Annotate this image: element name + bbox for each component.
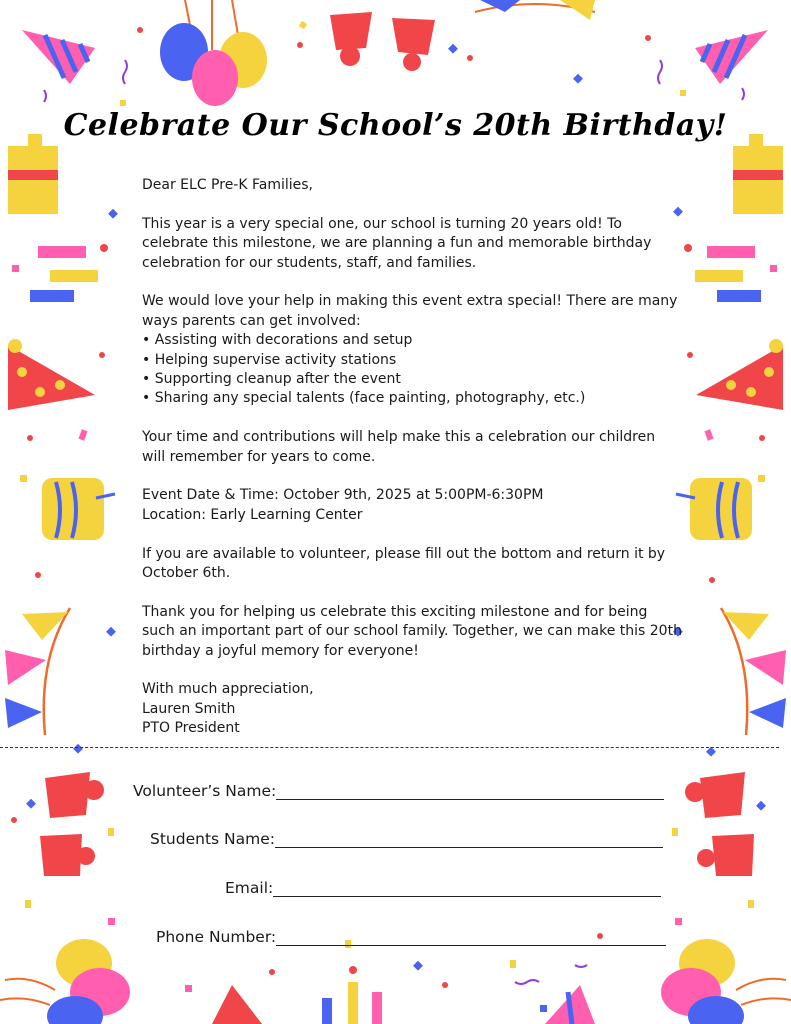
letter-body	[142, 176, 682, 739]
email-label: Email:	[225, 879, 274, 897]
signature-block	[142, 680, 682, 738]
paragraph-intro: This year is a very special one, our school is turning 20 years old! To celebrate this milestone, we are planning a fun and memorable birthday celebration for our students, staff, and families.	[142, 215, 652, 271]
cupcake-icon-left	[40, 772, 104, 876]
paragraph-thanks: Thank you for helping us celebrate this exciting milestone and for being such an important part of our school family. Together, we can make this 20th birthday a joyful memory for everyone!	[142, 603, 682, 659]
balloon-icon-bottom-right	[661, 939, 791, 1024]
list-item: • Sharing any special talents (face painting, photography, etc.)	[142, 389, 682, 408]
cake-icon-right	[676, 478, 752, 540]
bunting-icon-left	[5, 608, 70, 735]
party-hat-icon-top-right	[695, 30, 768, 84]
signer-title: PTO President	[142, 720, 240, 737]
paragraph-volunteer: If you are available to volunteer, please fill out the bottom and return it by October 6th.	[142, 545, 666, 582]
candle-icon-bottom	[322, 966, 382, 1024]
list-item: • Assisting with decorations and setup	[142, 331, 682, 350]
student-name-row	[150, 829, 663, 848]
cut-line-divider	[0, 747, 779, 748]
gift-icon-right	[733, 134, 783, 214]
involvement-section	[142, 292, 682, 408]
paragraph-help: We would love your help in making this event extra special! There are many ways parents can get involved:	[142, 293, 678, 329]
volunteer-name-row	[133, 781, 664, 800]
party-hat-icon-left-dots	[8, 339, 95, 410]
list-item: • Supporting cleanup after the event	[142, 370, 682, 389]
party-hat-icon-right-dots	[696, 339, 783, 410]
balloon-icon-bottom-left	[0, 939, 130, 1024]
cake-icon-left	[42, 478, 115, 540]
event-details	[142, 486, 682, 525]
event-datetime: Event Date & Time: October 9th, 2025 at 5:00PM-6:30PM	[142, 487, 544, 504]
paragraph-contribution: Your time and contributions will help make this a celebration our children will remember for years to come.	[142, 429, 656, 465]
greeting: Dear ELC Pre-K Families,	[142, 177, 314, 193]
volunteer-name-label: Volunteer’s Name:	[133, 782, 277, 800]
bunting-icon-right	[721, 608, 786, 735]
phone-label: Phone Number:	[156, 928, 277, 946]
signer-name: Lauren Smith	[142, 700, 236, 717]
involvement-list	[142, 331, 682, 409]
phone-field[interactable]	[276, 927, 666, 946]
volunteer-name-field[interactable]	[276, 781, 664, 800]
party-hat-icon-top-left	[22, 30, 95, 84]
email-field[interactable]	[273, 878, 661, 897]
gift-icon-left	[8, 134, 58, 214]
candle-icon-left	[30, 244, 108, 302]
list-item: • Helping supervise activity stations	[142, 351, 682, 370]
page-title: Celebrate Our School’s 20th Birthday!	[63, 108, 728, 143]
student-name-label: Students Name:	[150, 830, 275, 848]
balloon-icon-top	[160, 0, 267, 106]
event-location: Location: Early Learning Center	[142, 506, 363, 523]
student-name-field[interactable]	[275, 829, 663, 848]
cupcake-icon-top	[330, 12, 435, 71]
phone-row	[156, 927, 666, 946]
closing: With much appreciation,	[142, 681, 314, 698]
email-row	[225, 878, 661, 897]
candle-icon-right	[684, 244, 761, 302]
bunting-icon-top	[475, 0, 595, 20]
party-hat-icon-bottom	[212, 985, 595, 1024]
